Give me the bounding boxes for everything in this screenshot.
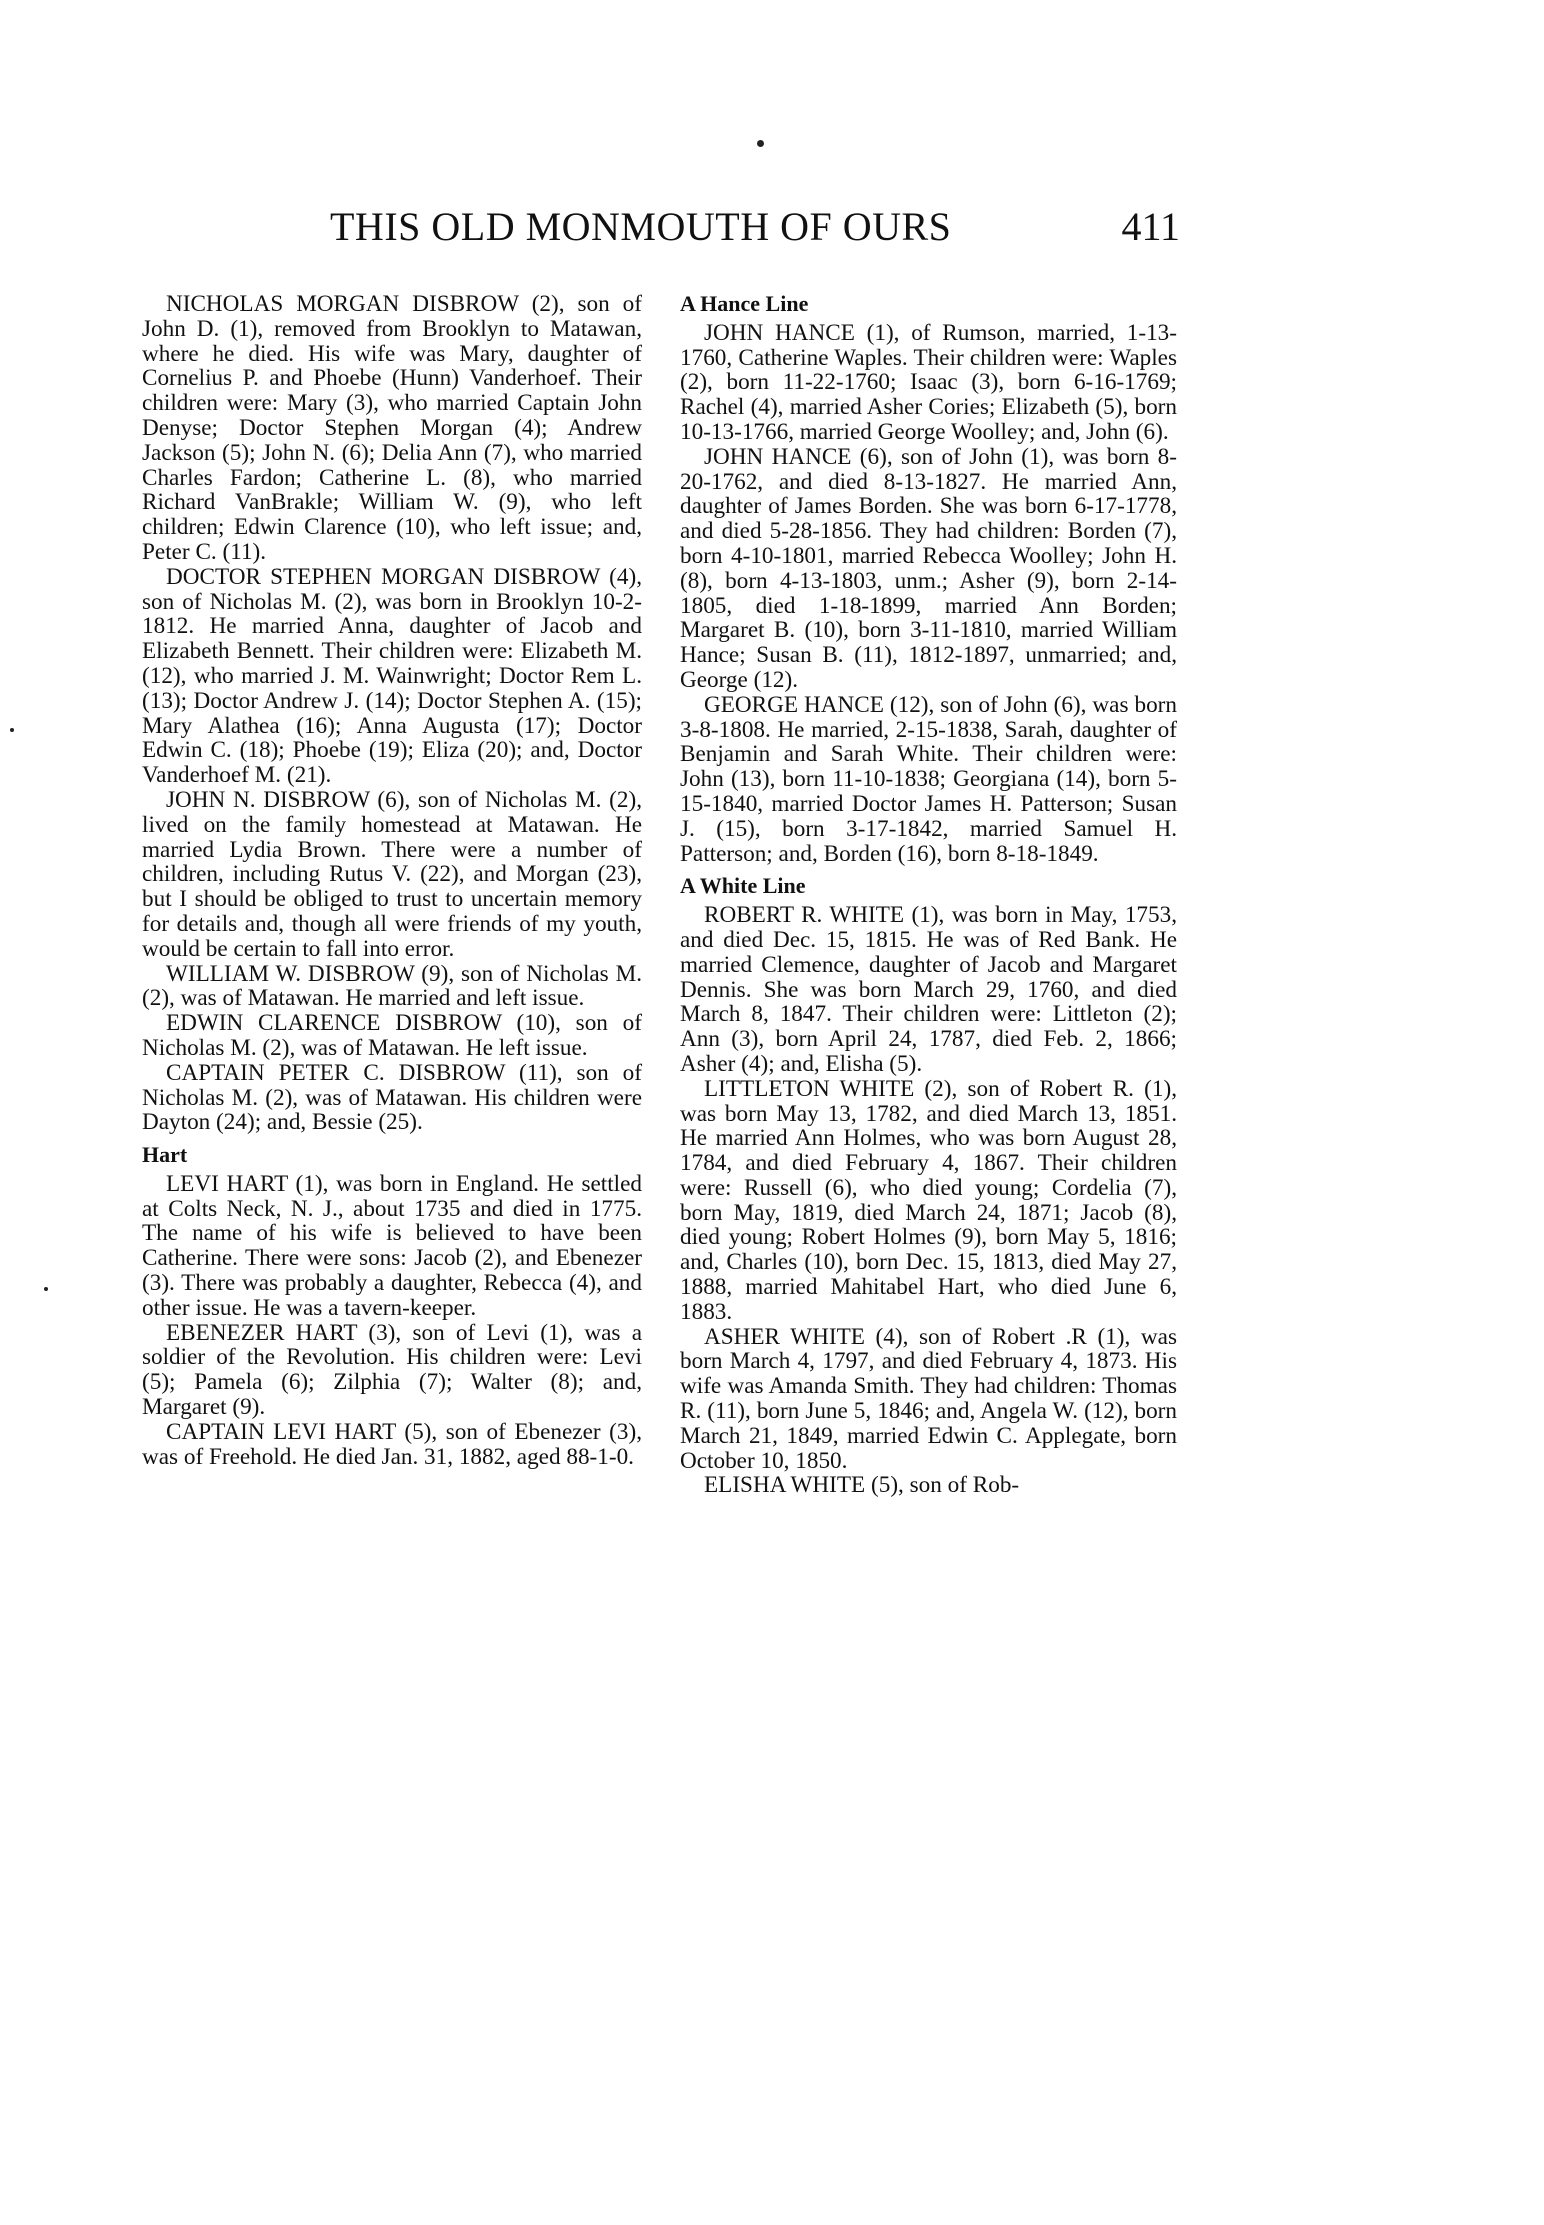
- paragraph: LITTLETON WHITE (2), son of Robert R. (1), was born May 13, 1782, and died March 13, 1851. He married Ann Holmes, who was born August 28, 1784, and died February 4, 1867. Their children were: Russell (6), who died young; Cordelia (7), born May, 1819, died March 24, 1871; Jacob (8), died young; Robert Holmes (9), born May 5, 1816; and, Charles (10), born Dec. 15, 1813, died May 27, 1888, married Mahitabel Hart, who died June 6, 1883.: [680, 1075, 1177, 1325]
- section-heading-white: A White Line: [680, 873, 806, 899]
- running-title: THIS OLD MONMOUTH OF OURS: [330, 204, 952, 249]
- paragraph: DOCTOR STEPHEN MORGAN DISBROW (4), son of Nicholas M. (2), was born in Brooklyn 10-2-1812. He married Anna, daughter of Jacob and Elizabeth Bennett. Their children were: Elizabeth M. (12), who married J. M. Wainwright; Doctor Rem L. (13); Doctor Andrew J. (14); Doctor Stephen A. (15); Mary Alathea (16); Anna Augusta (17); Doctor Edwin C. (18); Phoebe (19); Eliza (20); and, Doctor Vanderhoef M. (21).: [142, 563, 642, 789]
- page-number: 411: [1121, 204, 1180, 249]
- paragraph: GEORGE HANCE (12), son of John (6), was born 3-8-1808. He married, 2-15-1838, Sarah, daughter of Benjamin and Sarah White. Their children were: John (13), born 11-10-1838; Georgiana (14), born 5-15-1840, married Doctor James H. Patterson; Susan J. (15), born 3-17-1842, married Samuel H. Patterson; and, Borden (16), born 8-18-1849.: [680, 691, 1177, 867]
- paragraph: ROBERT R. WHITE (1), was born in May, 1753, and died Dec. 15, 1815. He was of Red Bank. He married Clemence, daughter of Jacob and Margaret Dennis. She was born March 29, 1760, and died March 8, 1847. Their children were: Littleton (2); Ann (3), born April 24, 1787, died Feb. 2, 1866; Asher (4); and, Elisha (5).: [680, 902, 1177, 1077]
- paragraph: EBENEZER HART (3), son of Levi (1), was a soldier of the Revolution. His children were: Levi (5); Pamela (6); Zilphia (7); Walter (8); and, Margaret (9).: [142, 1319, 642, 1421]
- paragraph: JOHN HANCE (1), of Rumson, married, 1-13-1760, Catherine Waples. Their children were: Waples (2), born 11-22-1760; Isaac (3), born 6-16-1769; Rachel (4), married Asher Cories; Elizabeth (5), born 10-13-1766, married George Woolley; and, John (6).: [680, 319, 1177, 445]
- section-heading-hart: Hart: [142, 1142, 188, 1168]
- right-column: [680, 292, 1177, 1498]
- paragraph: WILLIAM W. DISBROW (9), son of Nicholas M. (2), was of Matawan. He married and left issue.: [142, 960, 642, 1012]
- paragraph: ASHER WHITE (4), son of Robert .R (1), was born March 4, 1797, and died February 4, 1873. His wife was Amanda Smith. They had children: Thomas R. (11), born June 5, 1846; and, Angela W. (12), born March 21, 1849, married Edwin C. Applegate, born October 10, 1850.: [680, 1323, 1177, 1474]
- speck-mark: [10, 728, 14, 732]
- paragraph: LEVI HART (1), was born in England. He settled at Colts Neck, N. J., about 1735 and died in 1775. The name of his wife is believed to have been Catherine. There were sons: Jacob (2), and Ebenezer (3). There was probably a daughter, Rebecca (4), and other issue. He was a tavern-keeper.: [142, 1170, 642, 1321]
- paragraph: JOHN HANCE (6), son of John (1), was born 8-20-1762, and died 8-13-1827. He married Ann, daughter of James Borden. She was born 6-17-1778, and died 5-28-1856. They had children: Borden (7), born 4-10-1801, married Rebecca Woolley; John H. (8), born 4-13-1803, unm.; Asher (9), born 2-14-1805, died 1-18-1899, married Ann Borden; Margaret B. (10), born 3-11-1810, married William Hance; Susan B. (11), 1812-1897, unmarried; and, George (12).: [680, 443, 1177, 693]
- page-header: [330, 203, 1180, 253]
- paragraph: EDWIN CLARENCE DISBROW (10), son of Nicholas M. (2), was of Matawan. He left issue.: [142, 1010, 642, 1061]
- speck-mark: [757, 140, 764, 147]
- left-column: [142, 292, 642, 1469]
- paragraph: NICHOLAS MORGAN DISBROW (2), son of John D. (1), removed from Brooklyn to Matawan, where he died. His wife was Mary, daughter of Cornelius P. and Phoebe (Hunn) Vanderhoef. Their children were: Mary (3), who married Captain John Denyse; Doctor Stephen Morgan (4); Andrew Jackson (5); John N. (6); Delia Ann (7), who married Charles Fardon; Catherine L. (8), who married Richard VanBrakle; William W. (9), who left children; Edwin Clarence (10), who left issue; and, Peter C. (11).: [142, 291, 642, 565]
- paragraph: ELISHA WHITE (5), son of Rob-: [704, 1472, 1020, 1499]
- paragraph: CAPTAIN PETER C. DISBROW (11), son of Nicholas M. (2), was of Matawan. His children were Dayton (24); and, Bessie (25).: [142, 1059, 642, 1136]
- section-heading-hance: A Hance Line: [680, 291, 809, 316]
- paragraph: JOHN N. DISBROW (6), son of Nicholas M. (2), lived on the family homestead at Matawan. He married Lydia Brown. There were a number of children, including Rutus V. (22), and Morgan (23), but I should be obliged to trust to uncertain memory for details and, though all were friends of my youth, would be certain to fall into error.: [142, 786, 642, 962]
- paragraph: CAPTAIN LEVI HART (5), son of Ebenezer (3), was of Freehold. He died Jan. 31, 1882, aged 88-1-0.: [142, 1418, 642, 1470]
- speck-mark: [44, 1287, 48, 1291]
